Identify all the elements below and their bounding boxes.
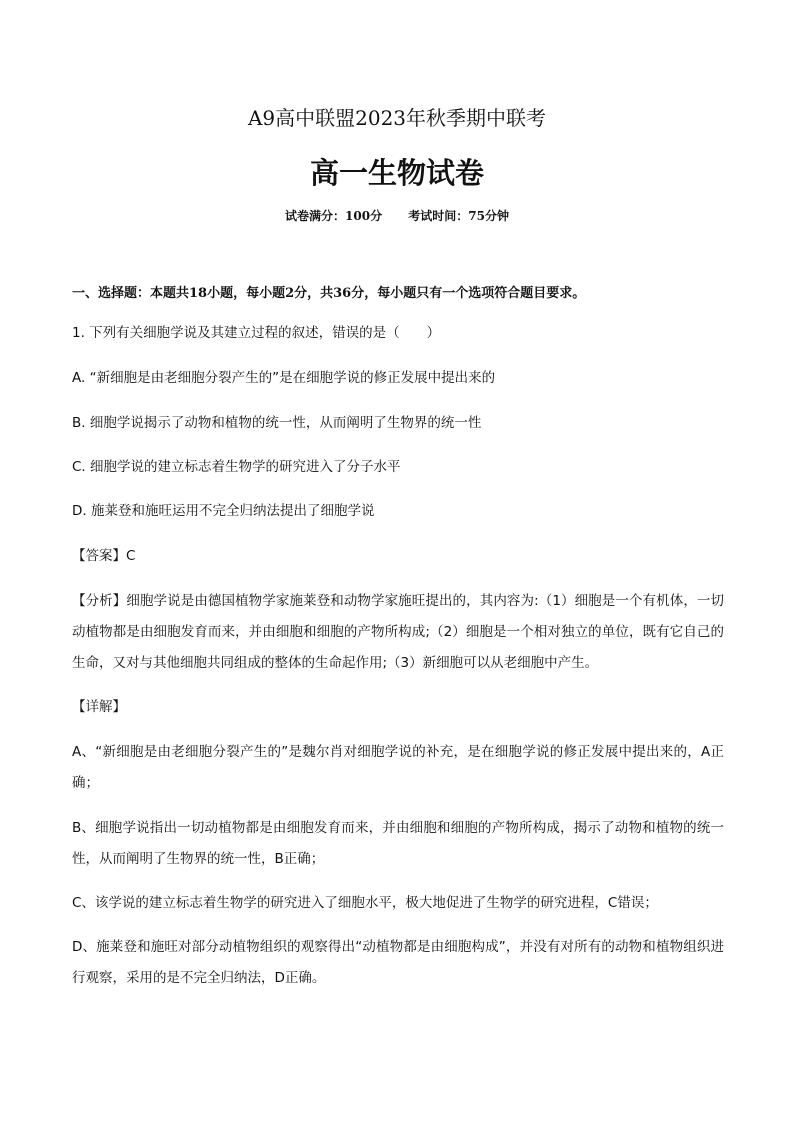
detail-b: B、细胞学说指出一切动植物都是由细胞发育而来，并由细胞和细胞的产物所构成，揭示了动物和植物的统一性，从而阐明了生物界的统一性，B正确； [72, 820, 724, 867]
question-stem: 1. 下列有关细胞学说及其建立过程的叙述，错误的是（ ） [72, 325, 441, 341]
paper-title: 高一生物试卷 [309, 156, 484, 190]
option-b: B. 细胞学说揭示了动物和植物的统一性，从而阐明了生物界的统一性 [72, 415, 482, 431]
section-heading: 一、选择题：本题共18小题，每小题2分，共36分，每小题只有一个选项符合题目要求。 [72, 286, 586, 301]
full-score: 试卷满分：100分 [285, 209, 383, 223]
option-c: C. 细胞学说的建立标志着生物学的研究进入了分子水平 [72, 459, 401, 475]
option-d: D. 施莱登和施旺运用不完全归纳法提出了细胞学说 [72, 503, 375, 519]
detail-d: D、施莱登和施旺对部分动植物组织的观察得出“动植物都是由细胞构成”，并没有对所有的动物和植物组织进行观察，采用的是不完全归纳法，D正确。 [72, 939, 724, 986]
detail-a: A、“新细胞是由老细胞分裂产生的”是魏尔肖对细胞学说的补充，是在细胞学说的修正发展中提出来的，A正确； [72, 744, 724, 791]
exam-info [0, 207, 794, 225]
detail-c: C、该学说的建立标志着生物学的研究进入了细胞水平，极大地促进了生物学的研究进程，C错误； [72, 895, 658, 911]
analysis-paragraph: 【分析】细胞学说是由德国植物学家施莱登和动物学家施旺提出的，其内容为:（1）细胞是一个有机体，一切动植物都是由细胞发育而来，并由细胞和细胞的产物所构成;（2）细胞是一个相对独立的单位，既有它自己的生命，又对与其他细胞共同组成的整体的生命起作用;（3）新细胞可以从老细胞中产生。 [72, 593, 724, 671]
option-a: A. “新细胞是由老细胞分裂产生的”是在细胞学说的修正发展中提出来的 [72, 370, 496, 386]
exam-series-title: A9高中联盟2023年秋季期中联考 [247, 106, 547, 130]
exam-time: 考试时间：75分钟 [408, 209, 509, 223]
detail-heading: 【详解】 [72, 699, 126, 715]
answer: 【答案】C [72, 548, 136, 564]
